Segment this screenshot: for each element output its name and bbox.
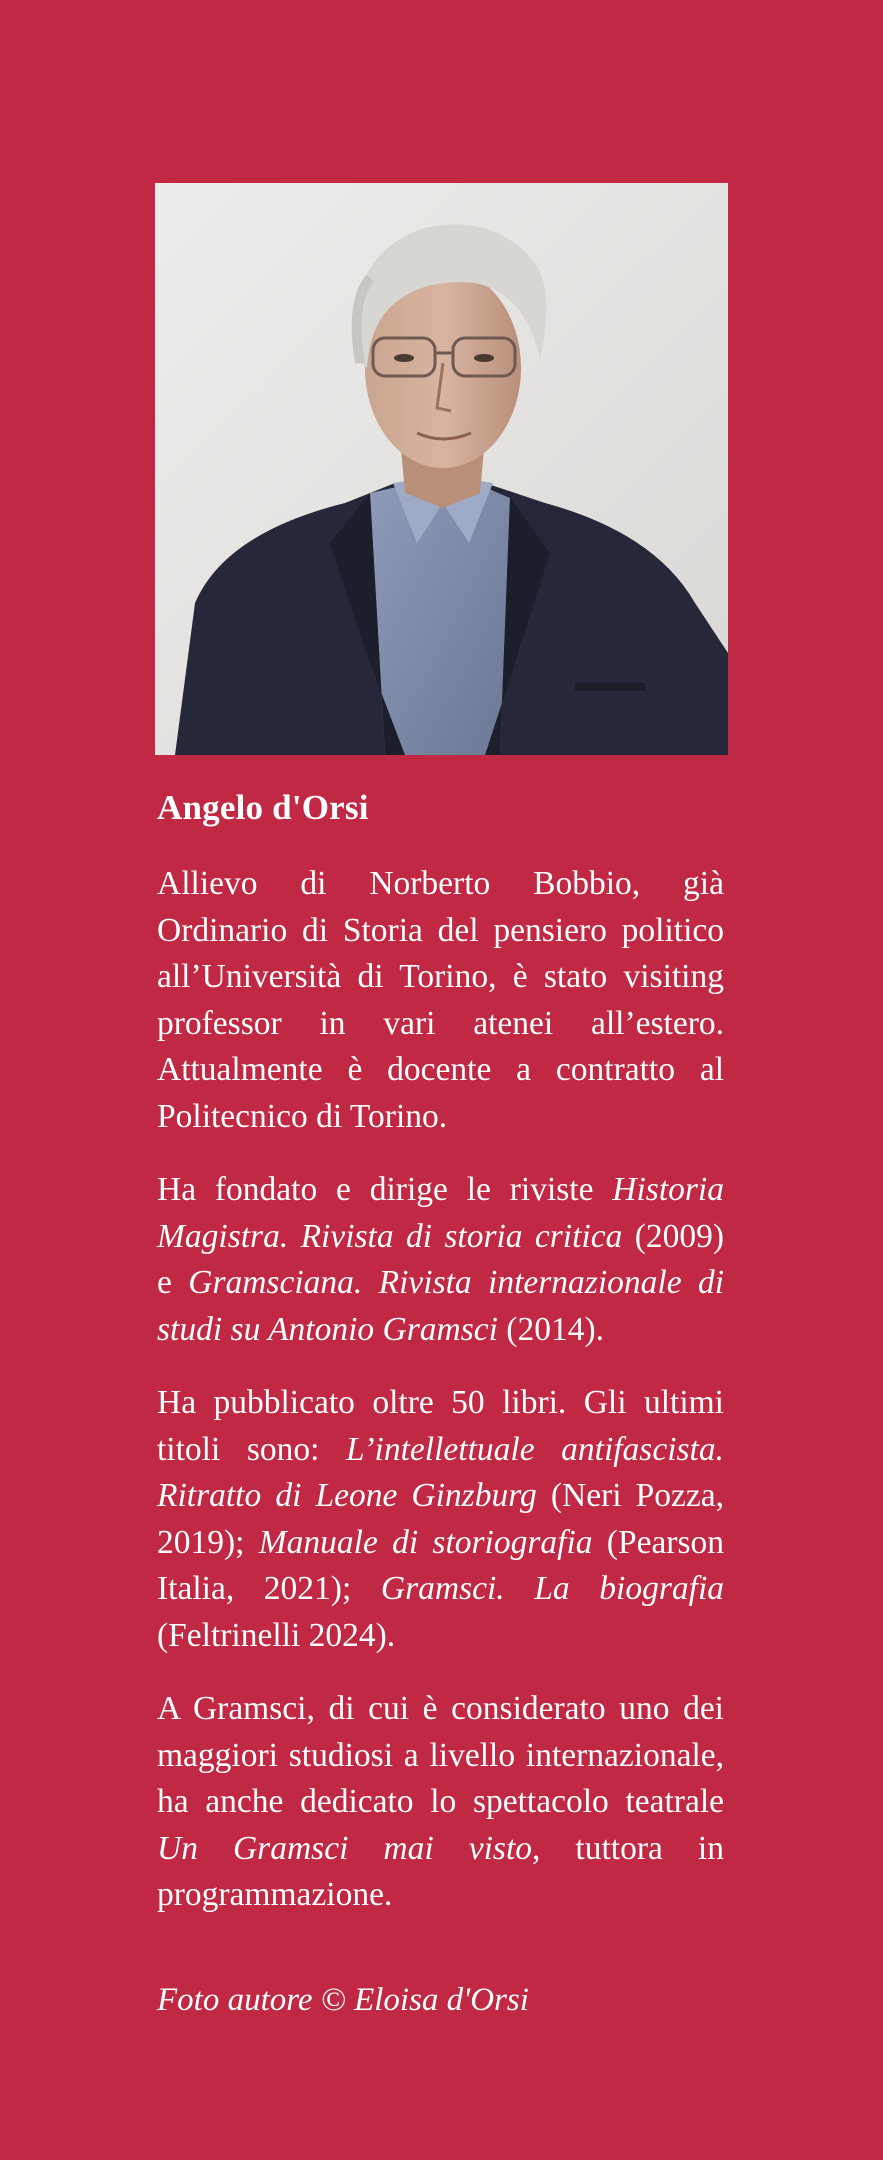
bio-paragraph-3-text: (Neri Pozza, 2019);: [157, 1477, 724, 1561]
bio-paragraph-3-text: (Pearson Italia, 2021);: [157, 1523, 725, 1607]
photo-credit: Foto autore © Eloisa d'Orsi: [157, 1982, 529, 2018]
show-title-un-gramsci-mai-visto: Un Gramsci mai visto: [157, 1829, 532, 1867]
bio-paragraph-3-text: (Feltrinelli 2024).: [157, 1616, 396, 1654]
bio-paragraph-2: [157, 1167, 724, 1353]
book-title-manuale-di-storiografia: Manuale di storiografia: [258, 1523, 593, 1561]
bio-paragraph-2-text: (2014).: [497, 1310, 604, 1348]
book-title-gramsci-la-biografia: Gramsci. La biografia: [380, 1570, 724, 1607]
bio-paragraph-2-text: (2009) e: [157, 1217, 725, 1301]
author-photo: [155, 183, 728, 755]
bio-paragraph-4-text: , tuttora in programmazione.: [157, 1829, 724, 1913]
bio-paragraph-2-text: Ha fondato e dirige le riviste: [157, 1171, 613, 1208]
author-name: Angelo d'Orsi: [157, 788, 369, 827]
author-portrait-icon: [155, 183, 728, 755]
author-bio: [157, 785, 724, 1946]
bio-paragraph-3: [157, 1380, 724, 1659]
bio-paragraph-4: [157, 1686, 724, 1919]
bio-paragraph-3-text: Ha pubblicato oltre 50 libri. Gli ultimi titoli sono:: [157, 1384, 724, 1468]
bio-paragraph-4-text: A Gramsci, di cui è considerato uno dei maggiori studiosi a livello internazionale, ha anche dedicato lo spettacolo teatrale: [157, 1690, 724, 1820]
journal-title-gramsciana: Gramsciana. Rivista internazionale di studi su Antonio Gramsci: [157, 1264, 725, 1348]
book-title-intellettuale-antifascista: L’intellettuale antifascista. Ritratto di Leone Ginzburg: [157, 1430, 724, 1514]
journal-title-historia-magistra: Historia Magistra. Rivista di storia critica: [157, 1171, 724, 1255]
bio-paragraph-1-text: Allievo di Norberto Bobbio, già Ordinario di Storia del pensiero politico all’Università di Torino, è stato visiting professor in vari atenei all’estero. Attualmente è docente a contratto al Politecnico di Torino.: [157, 865, 724, 1135]
bio-paragraph-1: [157, 861, 724, 1140]
